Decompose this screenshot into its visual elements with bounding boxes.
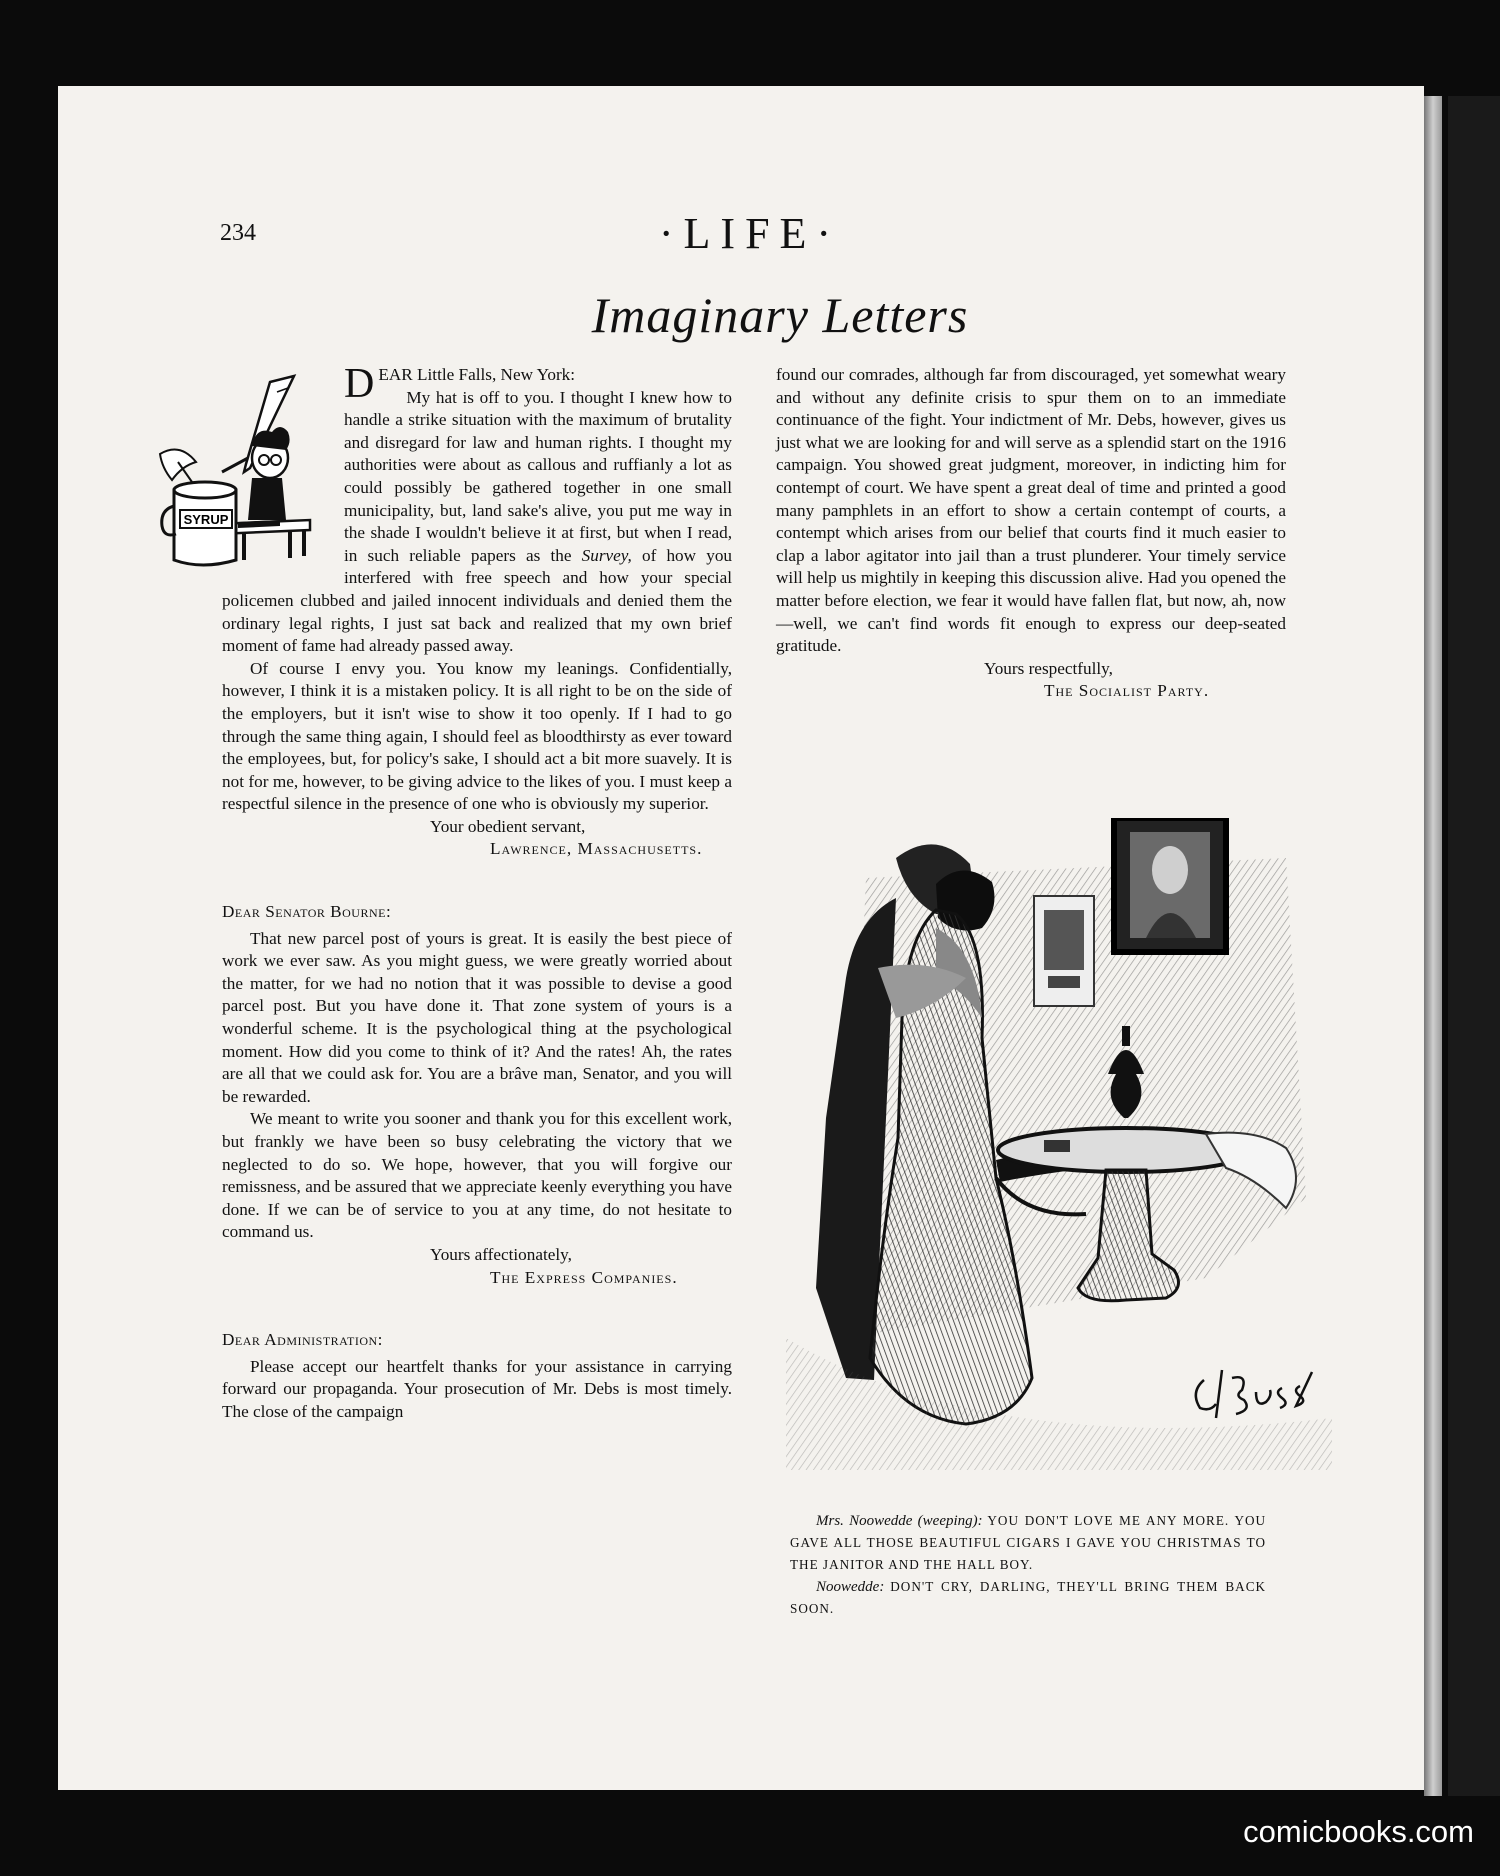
caption-line-1: [790, 1510, 1266, 1576]
left-column: [183, 361, 733, 1424]
caption-speech-2: DON'T CRY, DARLING, THEY'LL BRING THEM BACK SOON.: [790, 1579, 1267, 1616]
drop-cap: D: [344, 361, 375, 407]
letter3-salutation: Dear Administration:: [222, 1330, 383, 1350]
letter2-paragraph-1: That new parcel post of yours is great. It is easily the best piece of work we ever saw. As you might guess, we were greatly worried about the matter, for we had no notion that it was possible to devise a good parcel post. But you have done it. That zone system of yours is a wonderful scheme. It is the psychological thing at the psychological moment. How did you come to think of it? And the rates! Ah, the rates are all that we could ask for. You are a brâve man, Senator, and you will be rewarded.: [222, 928, 732, 1106]
syrup-pen-cartoon: [152, 370, 332, 570]
illustration-caption: [790, 1510, 1266, 1620]
caption-speaker-2: Noowedde:: [816, 1579, 885, 1595]
caption-speech-1: YOU DON'T LOVE ME ANY MORE. YOU GAVE ALL THOSE BEAUTIFUL CIGARS I GAVE YOU CHRISTMAS TO THE JANITOR AND THE HALL BOY.: [790, 1513, 1267, 1572]
letter2-salutation: Dear Senator Bourne:: [222, 902, 392, 922]
masthead: ·LIFE·: [658, 209, 842, 258]
letter2-closing: Yours affectionately,: [430, 1244, 572, 1264]
letter1-salutation: EAR Little Falls, New York:: [378, 365, 576, 384]
syrup-label: SYRUP: [183, 512, 229, 527]
letter3-paragraph-1: Please accept our heartfelt thanks for your assistance in carrying forward our propaganda. Your prosecution of Mr. Debs is most timely. The close of the campaign: [222, 1356, 732, 1421]
binding-spine: [1424, 96, 1442, 1796]
adjacent-page-edge: [1448, 96, 1500, 1796]
letter3-closing: Yours respectfully,: [984, 658, 1113, 678]
artist-signature: [1186, 1362, 1316, 1422]
letter1-closing: Your obedient servant,: [430, 816, 586, 836]
right-column: [776, 364, 1286, 703]
article-title: Imaginary Letters: [591, 287, 969, 343]
letter1-paragraph-1: My hat is off to you. I thought I knew how to handle a strike situation with the maximum of brutality and disregard for law and human rights. I thought my authorities were about as callous and ruffianly a lot as could possibly be gathered together in one small municipality, but, land sake's alive, you put me way in the shade I wouldn't believe it at first, but when I read, in such reliable papers as the Survey, of how you interfered with free speech and how your special policemen clubbed and jailed innocent individuals and denied them the ordinary legal rights, I just sat back and realized that my own brief moment of fame had already passed away.: [222, 387, 733, 656]
letter3-signer: The Socialist Party.: [1044, 681, 1210, 701]
letter2-signer: The Express Companies.: [490, 1267, 678, 1287]
letter1-paragraph-2: Of course I envy you. You know my leanings. Confidentially, however, I think it is a mistaken policy. It is all right to be on the side of the employers, but it isn't wise to show it too openly. If I had to go through the same thing again, I should feel as bloodthirsty as ever toward the employees, but, for policy's sake, I should act a bit more suavely. It is not for me, however, to be giving advice to the likes of you. I must keep a respectful silence in the presence of one who is obviously my superior.: [222, 658, 732, 814]
page-number: 234: [220, 220, 256, 246]
caption-speaker-1: Mrs. Noowedde (weeping):: [816, 1513, 983, 1529]
letter3-continuation: found our comrades, although far from discouraged, yet somewhat weary and without any definite crisis to spur them on to an immediate continuance of the fight. Your indictment of Mr. Debs, however, gives us just what we are looking for and will serve as a splendid start on the 1916 campaign. You showed great judgment, moreover, in indicting him for contempt of court. We have spent a great deal of time and printed a good many pamphlets in an effort to show a certain contempt of courts, a contempt which arises from our belief that courts find it much easier to clap a labor agitator into jail than a trust plunderer. Your timely service will help us mightily in keeping this discussion alive. Had you opened the matter before election, we fear it would have fallen flat, but now, ah, now—well, we can't find words fit enough to express our deep-seated gratitude.: [776, 365, 1286, 656]
letter1-signer: Lawrence, Massachusetts.: [490, 839, 703, 859]
survey-title: Survey,: [581, 545, 632, 565]
caption-line-2: [790, 1576, 1266, 1620]
letter2-paragraph-2: We meant to write you sooner and thank you for this excellent work, but frankly we have been so busy celebrating the victory that we neglected to do so. We hope, however, that you will forgive our remissness, and be assured that we appreciate keenly everything you have done. If we can be of service to you at any time, do not hesitate to command us.: [222, 1109, 732, 1242]
watermark: comicbooks.com: [1243, 1814, 1474, 1849]
